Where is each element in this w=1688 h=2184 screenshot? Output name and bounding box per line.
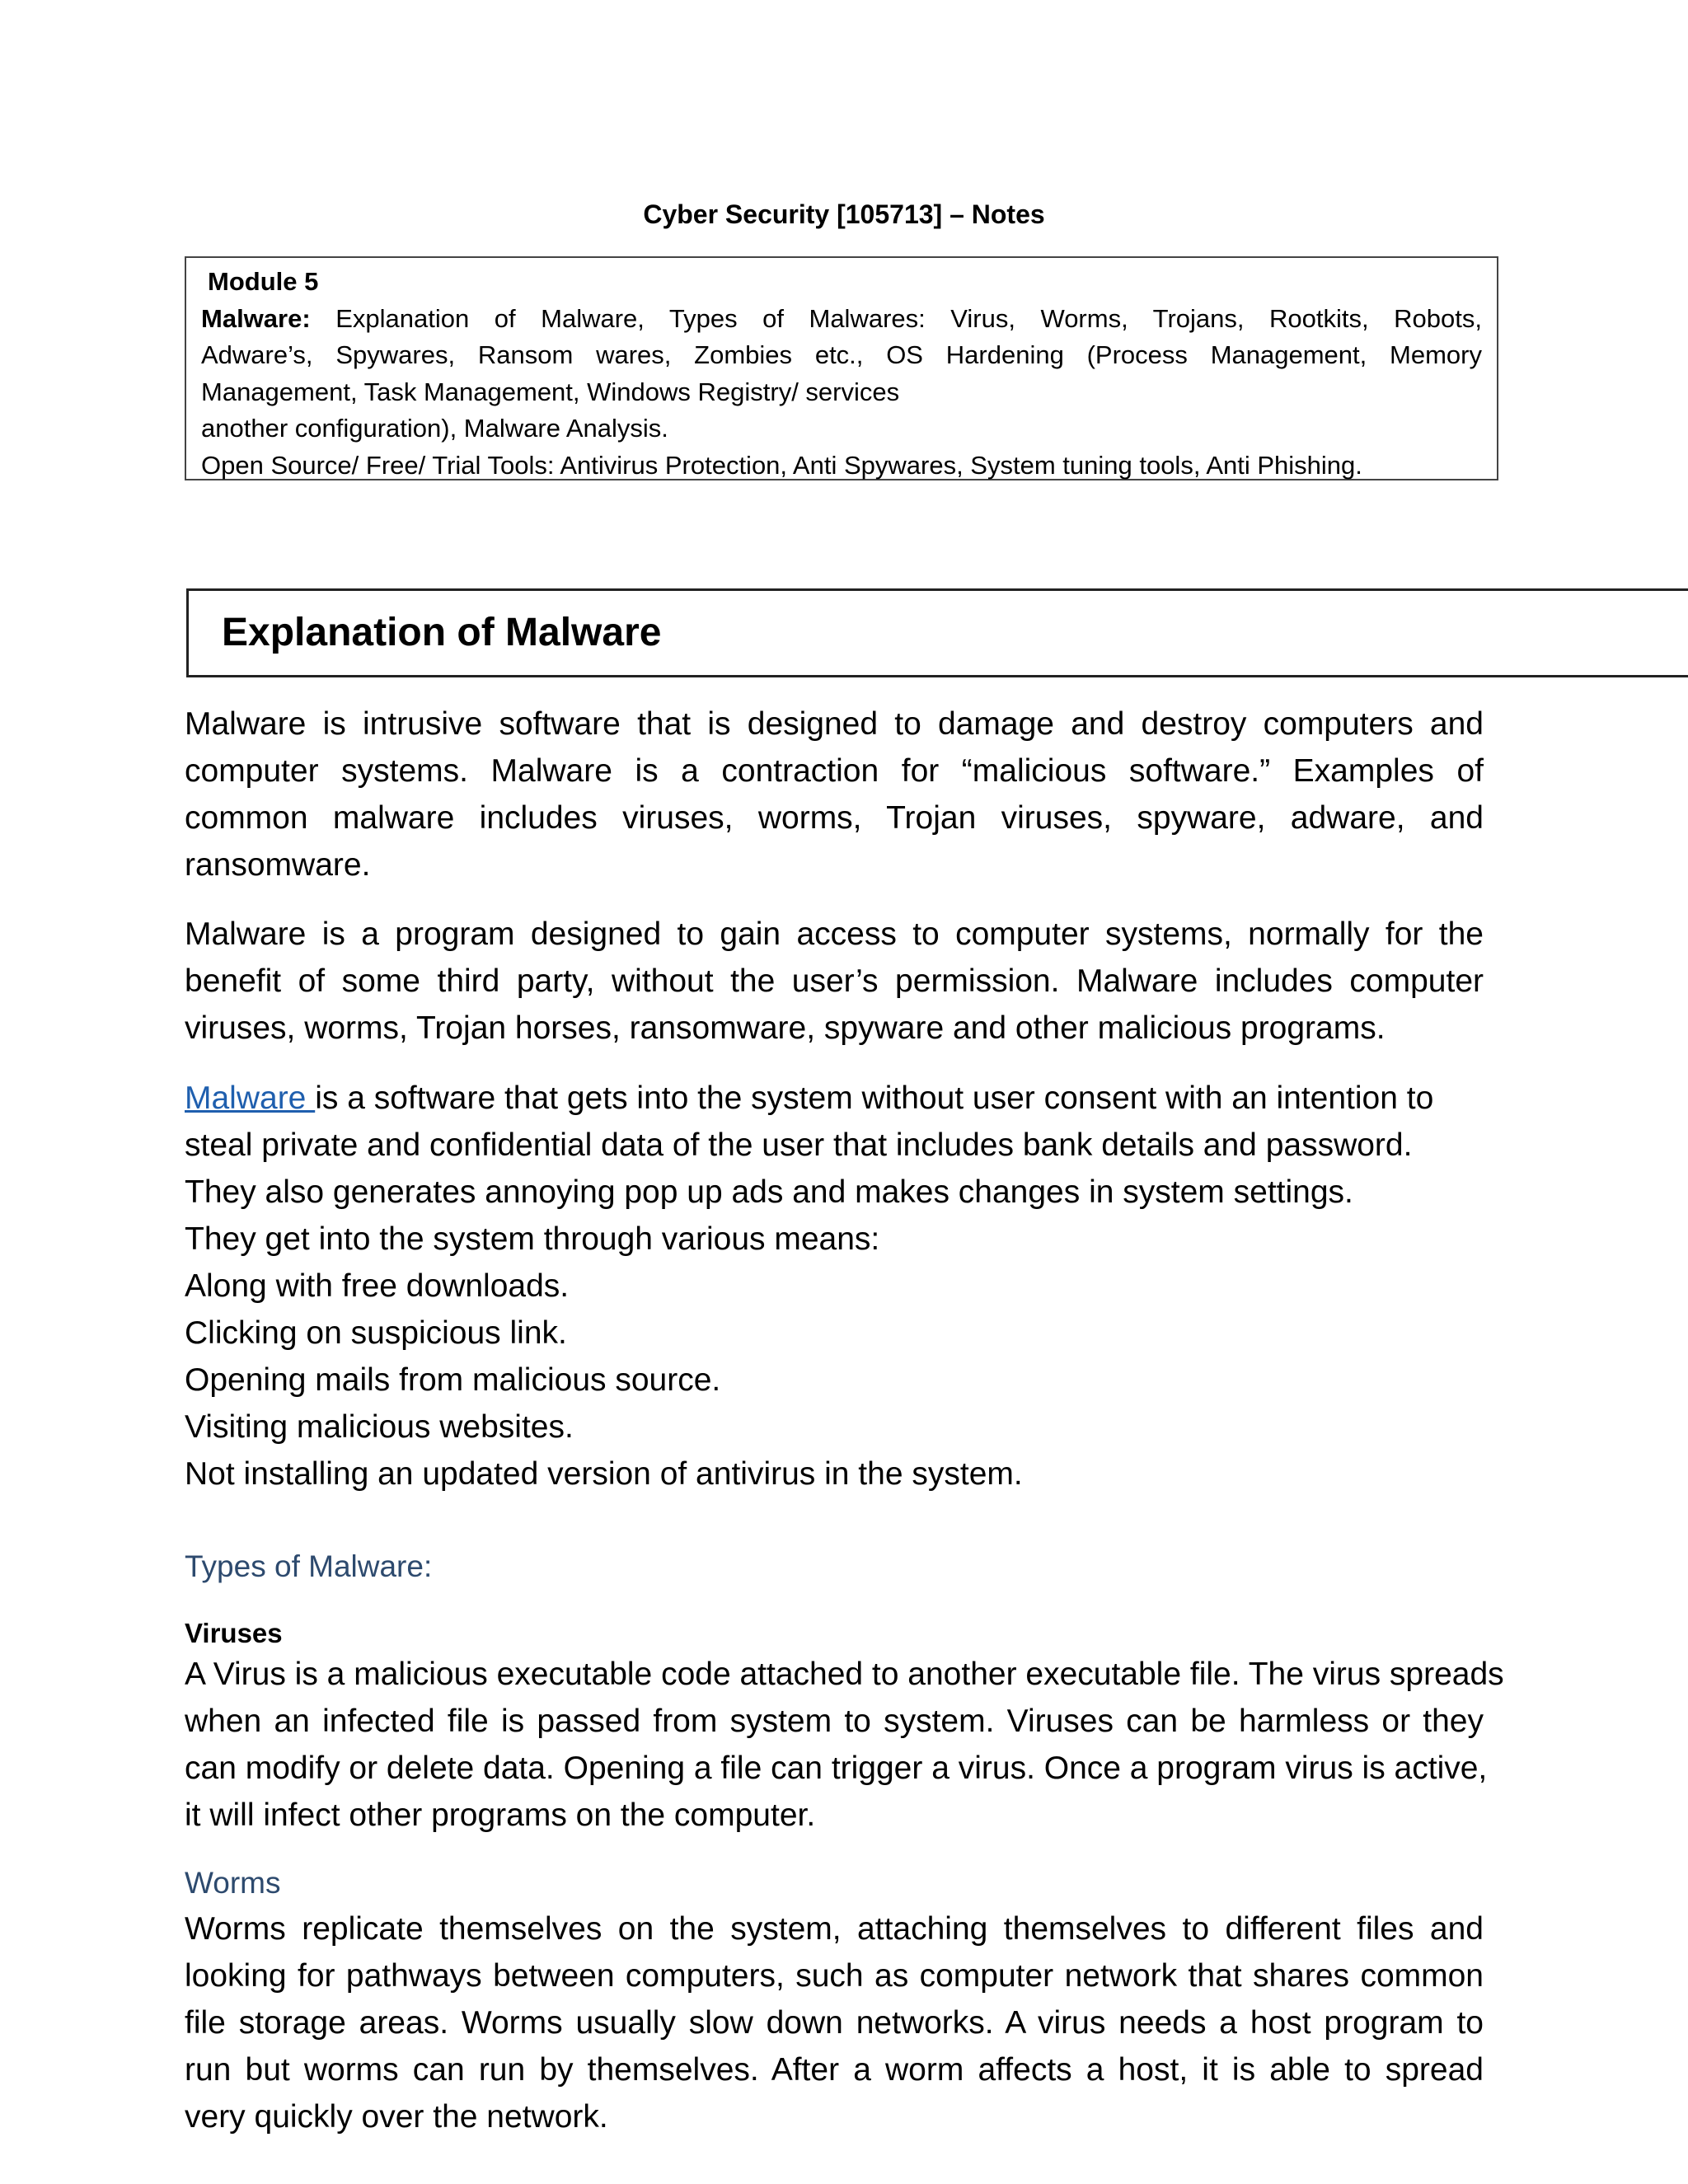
- syllabus-line-3: Management, Task Management, Windows Registry/ services: [201, 377, 900, 406]
- types-heading: Types of Malware:: [185, 1549, 433, 1583]
- text-line: can modify or delete data. Opening a file can trigger a virus. Once a program virus is active,: [185, 1750, 1488, 1786]
- text-line: They get into the system through various means:: [185, 1221, 880, 1257]
- text-line: run but worms can run by themselves. After a worm affects a host, it is able to spread: [185, 2052, 1484, 2088]
- text-line: steal private and confidential data of the user that includes bank details and password.: [185, 1127, 1413, 1163]
- text-line: [185, 1075, 1484, 1122]
- section-heading: Explanation of Malware: [186, 588, 1688, 677]
- list-item: Along with free downloads.: [185, 1268, 570, 1304]
- document-title: Cyber Security [105713] – Notes: [643, 199, 1045, 229]
- text-line: it will infect other programs on the computer.: [185, 1797, 816, 1833]
- text-line: file storage areas. Worms usually slow down networks. A virus needs a host program to: [185, 2005, 1484, 2041]
- text-line: computer systems. Malware is a contraction for “malicious software.” Examples of: [185, 753, 1484, 789]
- malware-label: Malware:: [201, 303, 311, 333]
- paragraph-definition: [185, 701, 1484, 888]
- text-line: benefit of some third party, without the user’s permission. Malware includes computer: [185, 963, 1484, 999]
- list-item: Visiting malicious websites.: [185, 1409, 574, 1445]
- text-line: Malware is intrusive software that is designed to damage and destroy computers and: [185, 706, 1484, 742]
- text-line: very quickly over the network.: [185, 2099, 608, 2135]
- viruses-heading: Viruses: [185, 1618, 283, 1648]
- paragraph-viruses: [185, 1651, 1504, 1839]
- module-label: Module 5: [208, 267, 319, 296]
- syllabus-line-2: Adware’s, Spywares, Ransom wares, Zombies etc., OS Hardening (Process Management, Memory: [201, 340, 1482, 369]
- syllabus-line-1-text: Explanation of Malware, Types of Malwares: Virus, Worms, Trojans, Rootkits, Robots,: [310, 303, 1482, 333]
- text-line: common malware includes viruses, worms, Trojan viruses, spyware, adware, and: [185, 800, 1484, 836]
- paragraph-program: [185, 911, 1484, 1052]
- text-line: viruses, worms, Trojan horses, ransomware, spyware and other malicious programs.: [185, 1010, 1386, 1046]
- syllabus-line-4: another configuration), Malware Analysis.: [201, 414, 668, 443]
- text-line: A Virus is a malicious executable code attached to another executable file. The virus spreads: [185, 1657, 1504, 1692]
- malware-link[interactable]: Malware: [185, 1080, 316, 1116]
- text-line: when an infected file is passed from system to system. Viruses can be harmless or they: [185, 1704, 1484, 1739]
- paragraph-worms: [185, 1905, 1484, 2140]
- syllabus-line-5: Open Source/ Free/ Trial Tools: Antivirus Protection, Anti Spywares, System tuning tools, Anti Phishing.: [201, 450, 1362, 480]
- text-line: ransomware.: [185, 847, 371, 883]
- text-line: They also generates annoying pop up ads and makes changes in system settings.: [185, 1174, 1353, 1210]
- paragraph-software: [185, 1075, 1484, 1497]
- text-line: Worms replicate themselves on the system, attaching themselves to different files and: [185, 1911, 1484, 1947]
- list-item: Not installing an updated version of antivirus in the system.: [185, 1456, 1023, 1492]
- syllabus-line-1: [201, 301, 1482, 338]
- worms-heading: Worms: [185, 1866, 281, 1900]
- list-item: Opening mails from malicious source.: [185, 1362, 721, 1398]
- syllabus-box: [185, 256, 1498, 480]
- text-line-rest: is a software that gets into the system without user consent with an intention to: [315, 1080, 1434, 1116]
- list-item: Clicking on suspicious link.: [185, 1315, 567, 1351]
- text-line: Malware is a program designed to gain access to computer systems, normally for the: [185, 916, 1484, 952]
- text-line: looking for pathways between computers, such as computer network that shares common: [185, 1958, 1484, 1994]
